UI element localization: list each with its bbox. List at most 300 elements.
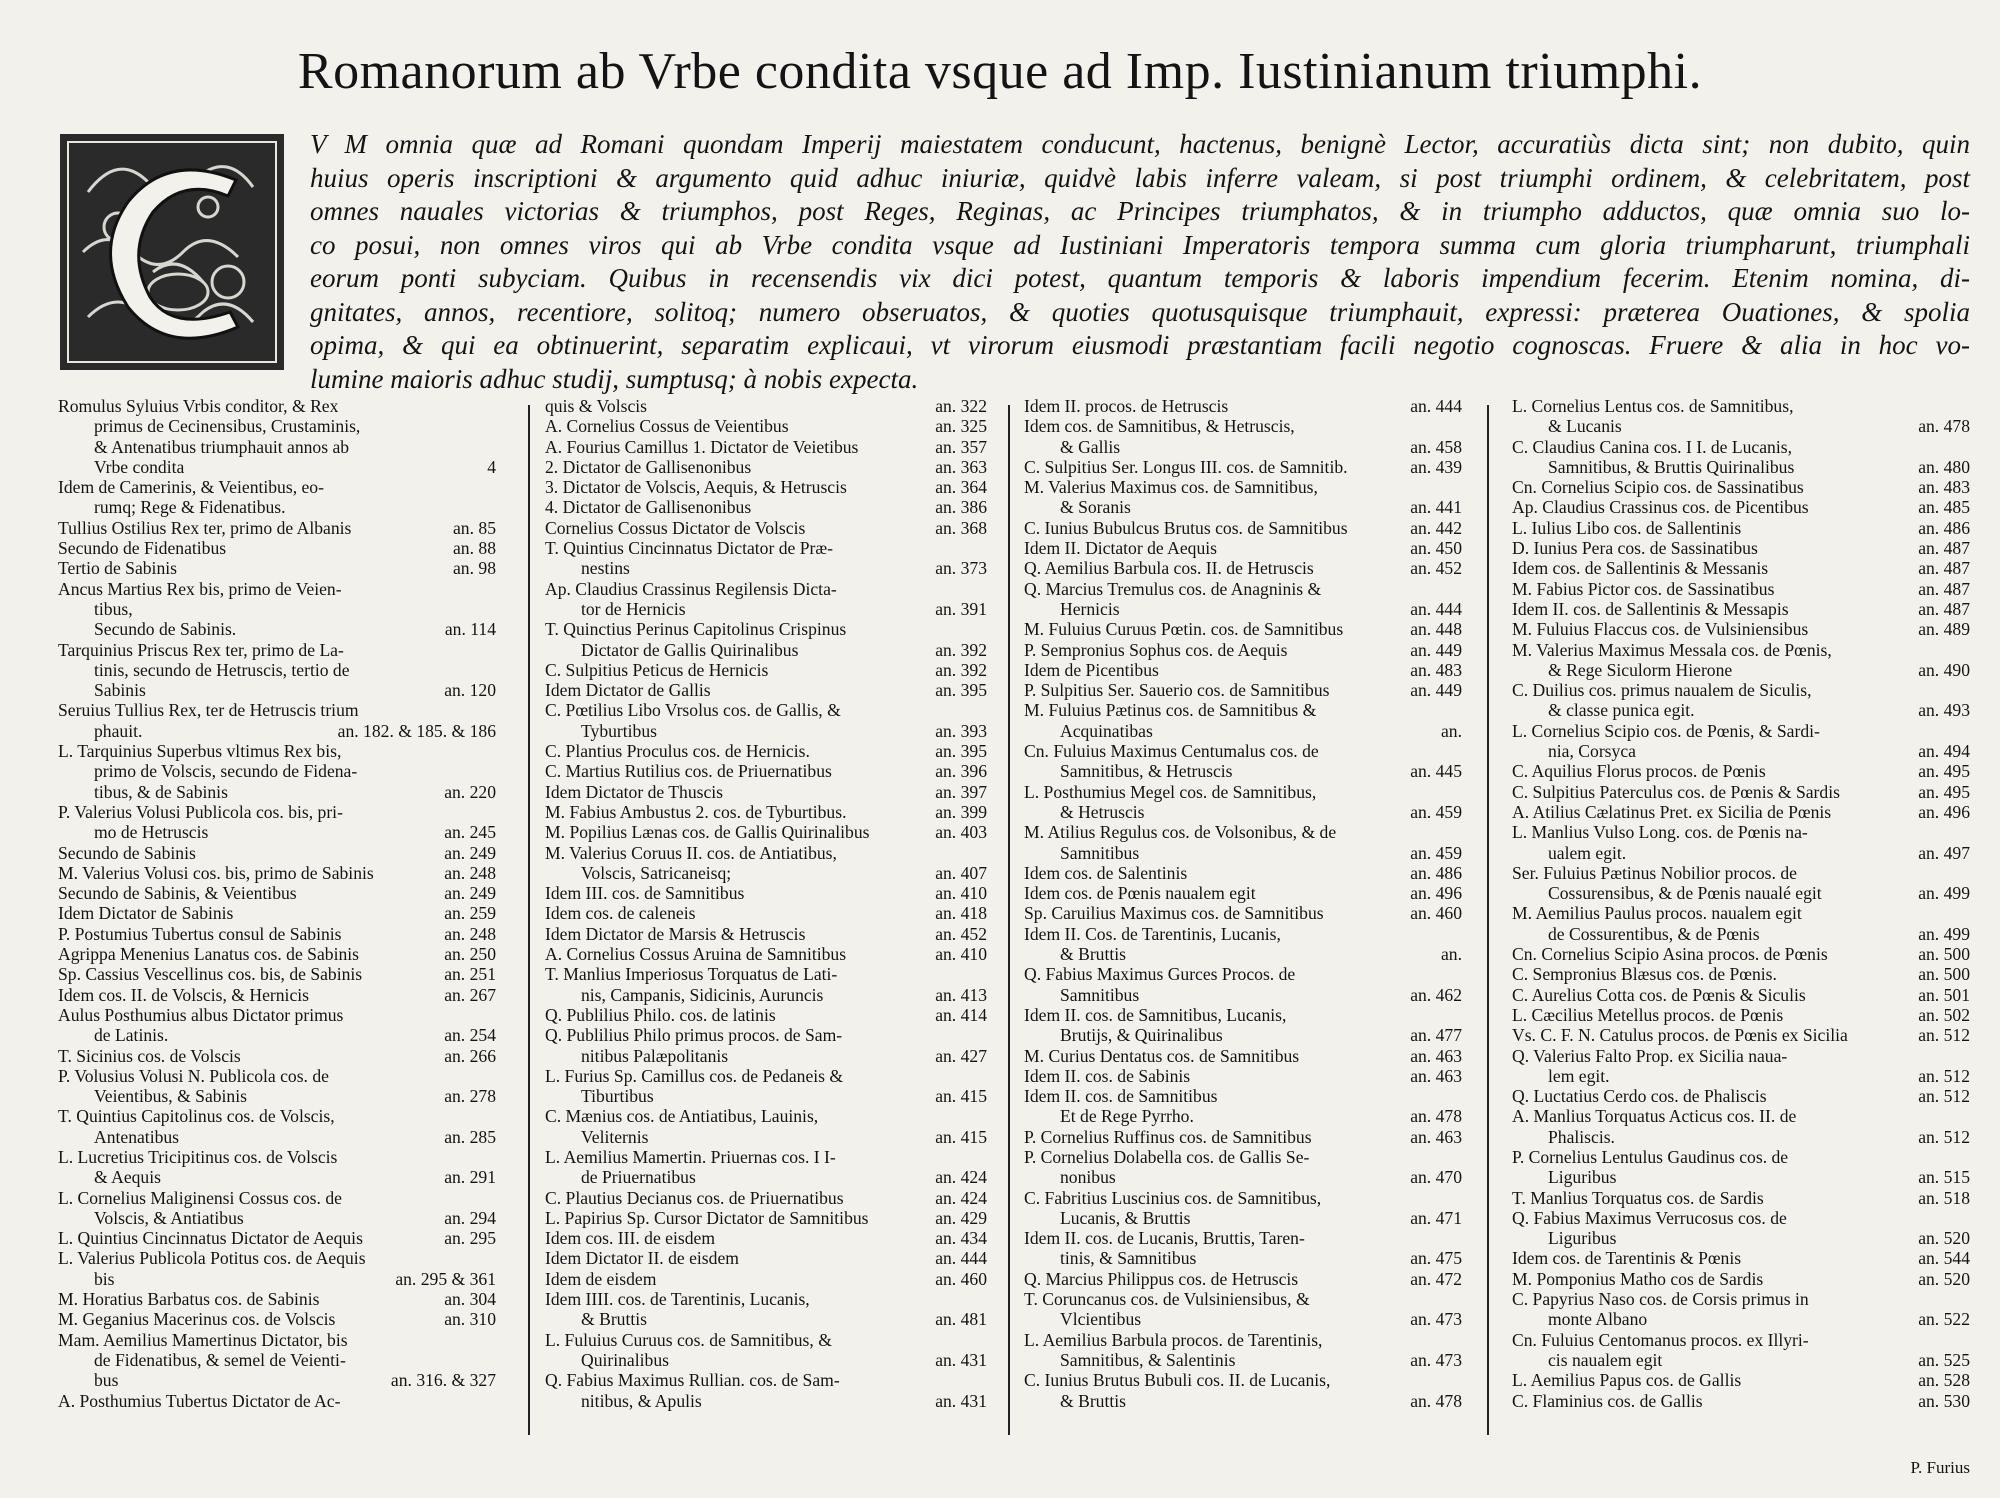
entry-text-line: Idem Dictator de Sabinis bbox=[58, 903, 234, 924]
triumph-entry bbox=[1512, 599, 1970, 619]
entry-text-line: Cornelius Cossus Dictator de Volscis bbox=[545, 517, 806, 538]
triumph-entry bbox=[545, 619, 987, 660]
entry-text-line: L. Quintius Cincinnatus Dictator de Aequis bbox=[58, 1228, 363, 1249]
triumph-entry bbox=[1024, 1370, 1462, 1411]
entry-text-line: tibus, & de Sabinis bbox=[94, 781, 228, 802]
entry-year: an. 391 bbox=[931, 599, 987, 619]
entry-year: an. 495 bbox=[1914, 782, 1970, 802]
triumph-entry bbox=[1024, 1188, 1462, 1229]
entry-text-line: Idem Dictator de Thuscis bbox=[545, 781, 724, 802]
entry-text-line: Sabinis bbox=[94, 680, 146, 701]
triumph-entry bbox=[58, 1391, 496, 1411]
entry-year: an. 441 bbox=[1406, 497, 1462, 517]
triumph-entry bbox=[58, 903, 496, 923]
entry-year: an. 525 bbox=[1914, 1350, 1970, 1370]
entry-year: an. 463 bbox=[1406, 1066, 1462, 1086]
entry-text-line: Idem cos. de Salentinis bbox=[1024, 862, 1188, 883]
entry-text-line: Phaliscis. bbox=[1548, 1126, 1615, 1147]
entry-year: an. 250 bbox=[440, 944, 496, 964]
entry-year: an. 462 bbox=[1406, 985, 1462, 1005]
entry-text-line: L. Lucretius Tricipitinus cos. de Volscis bbox=[58, 1146, 338, 1167]
entry-text-line: A. Cornelius Cossus Aruina de Samnitibus bbox=[545, 944, 847, 965]
triumph-entry bbox=[58, 1188, 496, 1229]
entry-text-line: C. Aurelius Cotta cos. de Pœnis & Siculis bbox=[1512, 984, 1806, 1005]
entry-text-line: cis naualem egit bbox=[1548, 1349, 1663, 1370]
entry-text-line: C. Flaminius cos. de Gallis bbox=[1512, 1390, 1703, 1411]
entry-text-line: de Cossurentibus, & de Pœnis bbox=[1548, 923, 1760, 944]
entry-text-line: Seruius Tullius Rex, ter de Hetruscis trium bbox=[58, 700, 359, 721]
triumph-entry bbox=[58, 802, 496, 843]
entry-text-line: Q. Valerius Falto Prop. ex Sicilia naua- bbox=[1512, 1045, 1788, 1066]
entry-text-line: C. Papyrius Naso cos. de Corsis primus in bbox=[1512, 1289, 1809, 1310]
triumph-entry bbox=[58, 883, 496, 903]
entry-year: an. 373 bbox=[931, 558, 987, 578]
entry-year: an. 429 bbox=[931, 1208, 987, 1228]
entry-year: an. 489 bbox=[1914, 619, 1970, 639]
entry-text-line: Vlcientibus bbox=[1060, 1309, 1142, 1330]
entry-text-line: Romulus Syluius Vrbis conditor, & Rex bbox=[58, 396, 339, 416]
entry-text-line: lem egit. bbox=[1548, 1065, 1610, 1086]
entry-year: an. 220 bbox=[440, 782, 496, 802]
entry-text-line: bus bbox=[94, 1370, 119, 1391]
entry-text-line: & Antenatibus triumphauit annos ab bbox=[94, 436, 350, 457]
entry-text-line: Vs. C. F. N. Catulus procos. de Pœnis ex Sicilia bbox=[1512, 1025, 1848, 1046]
entry-text-line: de Latinis. bbox=[94, 1025, 169, 1046]
triumph-entry bbox=[1024, 1127, 1462, 1147]
entry-year: an. 444 bbox=[1406, 599, 1462, 619]
entry-text-line: T. Sicinius cos. de Volscis bbox=[58, 1045, 241, 1066]
entry-text-line: & Bruttis bbox=[1060, 1390, 1126, 1411]
triumph-entry bbox=[58, 1309, 496, 1329]
triumph-entry bbox=[545, 396, 987, 416]
entry-year: an. 490 bbox=[1914, 660, 1970, 680]
entry-text-line: L. Cæcilius Metellus procos. de Pœnis bbox=[1512, 1004, 1784, 1025]
entry-text-line: Q. Fabius Maximus Verrucosus cos. de bbox=[1512, 1207, 1787, 1228]
entry-text-line: Cn. Cornelius Scipio cos. de Sassinatibus bbox=[1512, 477, 1804, 498]
entry-text-line: Cn. Cornelius Scipio Asina procos. de Pœnis bbox=[1512, 944, 1828, 965]
entry-text-line: bis bbox=[94, 1268, 115, 1289]
entry-text-line: Secundo de Fidenatibus bbox=[58, 538, 227, 559]
entry-year: an. 473 bbox=[1406, 1350, 1462, 1370]
entry-text-line: Liguribus bbox=[1548, 1228, 1617, 1249]
entry-text-line: T. Quintius Cincinnatus Dictator de Præ- bbox=[545, 538, 833, 559]
entry-text-line: M. Valerius Maximus cos. de Samnitibus, bbox=[1024, 477, 1318, 498]
triumph-entry bbox=[58, 863, 496, 883]
triumph-entry bbox=[545, 924, 987, 944]
triumph-column-3 bbox=[1024, 396, 1462, 1411]
triumph-entry bbox=[545, 1208, 987, 1228]
entry-text-line: P. Sulpitius Ser. Sauerio cos. de Samnitibus bbox=[1024, 680, 1330, 701]
triumph-entry bbox=[545, 1330, 987, 1371]
entry-text-line: Secundo de Sabinis, & Veientibus bbox=[58, 883, 297, 904]
entry-year: an. 249 bbox=[440, 883, 496, 903]
triumph-entry bbox=[1512, 1370, 1970, 1390]
entry-text-line: C. Plantius Proculus cos. de Hernicis. bbox=[545, 741, 810, 762]
triumph-entry bbox=[545, 700, 987, 741]
triumph-entry bbox=[58, 1005, 496, 1046]
entry-year: an. 363 bbox=[931, 457, 987, 477]
triumph-entry bbox=[58, 924, 496, 944]
triumph-entry bbox=[1024, 1330, 1462, 1371]
entry-text-line: Idem cos. de caleneis bbox=[545, 903, 696, 924]
entry-year: an. 266 bbox=[440, 1046, 496, 1066]
entry-year: an. 259 bbox=[440, 903, 496, 923]
entry-year: an. 478 bbox=[1406, 1106, 1462, 1126]
entry-year: an. 480 bbox=[1914, 457, 1970, 477]
entry-text-line: T. Quinctius Perinus Capitolinus Crispinus bbox=[545, 619, 847, 640]
triumph-entry bbox=[1024, 1086, 1462, 1127]
triumph-entry bbox=[58, 1106, 496, 1147]
entry-year: an. 386 bbox=[931, 497, 987, 517]
entry-year: an. 459 bbox=[1406, 843, 1462, 863]
triumph-entry bbox=[58, 985, 496, 1005]
intro-line: opima, & qui ea obtinuerint, separatim explicaui, vt virorum eiusmodi præstantiam facili negotio cognoscas. Fruere & alia in hoc vo- bbox=[310, 330, 1970, 360]
entry-year: an. 114 bbox=[441, 619, 496, 639]
column-rule bbox=[1008, 405, 1010, 1435]
triumph-entry bbox=[1024, 558, 1462, 578]
entry-text-line: Q. Marcius Tremulus cos. de Anagninis & bbox=[1024, 578, 1322, 599]
entry-year: an. 392 bbox=[931, 660, 987, 680]
triumph-entry bbox=[1024, 863, 1462, 883]
intro-line: huius operis inscriptioni & argumento quid adhuc iniuriæ, quidvè labis inferre valeam, si post triumphi ordinem, & celebritatem, post bbox=[310, 162, 1970, 193]
entry-text-line: Idem Dictator de Gallis bbox=[545, 680, 711, 701]
entry-year: an. 501 bbox=[1914, 985, 1970, 1005]
entry-text-line: M. Fuluius Flaccus cos. de Vulsiniensibus bbox=[1512, 619, 1809, 640]
triumph-entry bbox=[1512, 1046, 1970, 1087]
entry-text-line: C. Duilius cos. primus naualem de Siculis, bbox=[1512, 680, 1812, 701]
entry-year: an. 424 bbox=[931, 1167, 987, 1187]
entry-text-line: C. Pœtilius Libo Vrsolus cos. de Gallis, & bbox=[545, 700, 841, 721]
triumph-entry bbox=[58, 477, 496, 518]
entry-text-line: mo de Hetruscis bbox=[94, 822, 209, 843]
entry-text-line: A. Fourius Camillus 1. Dictator de Veietibus bbox=[545, 436, 859, 457]
entry-year: an. 463 bbox=[1406, 1046, 1462, 1066]
entry-year: an. 512 bbox=[1914, 1127, 1970, 1147]
entry-year: an. 544 bbox=[1914, 1248, 1970, 1268]
triumph-entry bbox=[58, 964, 496, 984]
entry-text-line: & Lucanis bbox=[1548, 416, 1622, 437]
triumph-entry bbox=[1024, 1147, 1462, 1188]
entry-text-line: L. Manlius Vulso Long. cos. de Pœnis na- bbox=[1512, 822, 1808, 843]
entry-year: an. 403 bbox=[931, 822, 987, 842]
entry-text-line: Veliternis bbox=[581, 1126, 649, 1147]
triumph-entry bbox=[545, 579, 987, 620]
entry-text-line: Vrbe condita bbox=[94, 456, 185, 477]
entry-year: an. 249 bbox=[440, 843, 496, 863]
entry-year: an. 450 bbox=[1406, 538, 1462, 558]
entry-text-line: nestins bbox=[581, 558, 630, 579]
entry-text-line: Idem de Camerinis, & Veientibus, eo- bbox=[58, 477, 324, 498]
entry-text-line: P. Valerius Volusi Publicola cos. bis, pri- bbox=[58, 801, 343, 822]
triumph-entry bbox=[1024, 660, 1462, 680]
entry-text-line: Q. Marcius Philippus cos. de Hetruscis bbox=[1024, 1268, 1299, 1289]
triumph-entry bbox=[1024, 1228, 1462, 1269]
entry-year: an. 444 bbox=[1406, 396, 1462, 416]
intro-line: lumine maioris adhuc studij, sumptusq; à nobis expecta. bbox=[310, 363, 919, 394]
triumph-entry bbox=[1512, 964, 1970, 984]
entry-year: an. 364 bbox=[931, 477, 987, 497]
entry-text-line: & Bruttis bbox=[581, 1309, 647, 1330]
entry-text-line: T. Quintius Capitolinus cos. de Volscis, bbox=[58, 1106, 335, 1127]
entry-text-line: L. Cornelius Lentus cos. de Samnitibus, bbox=[1512, 396, 1794, 416]
triumph-entry bbox=[1024, 924, 1462, 965]
entry-text-line: P. Cornelius Lentulus Gaudinus cos. de bbox=[1512, 1146, 1789, 1167]
entry-text-line: P. Postumius Tubertus consul de Sabinis bbox=[58, 923, 342, 944]
triumph-entry bbox=[1512, 558, 1970, 578]
entry-text-line: M. Valerius Maximus Messala cos. de Pœnis, bbox=[1512, 639, 1832, 660]
entry-text-line: L. Posthumius Megel cos. de Samnitibus, bbox=[1024, 781, 1317, 802]
entry-text-line: Brutijs, & Quirinalibus bbox=[1060, 1025, 1223, 1046]
entry-text-line: Secundo de Sabinis bbox=[58, 842, 196, 863]
triumph-entry bbox=[1512, 1147, 1970, 1188]
entry-text-line: phauit. bbox=[94, 720, 143, 741]
triumph-entry bbox=[1024, 1269, 1462, 1289]
entry-text-line: Dictator de Gallis Quirinalibus bbox=[581, 639, 799, 660]
entry-year: an. 294 bbox=[440, 1208, 496, 1228]
triumph-entry bbox=[1512, 1025, 1970, 1045]
entry-text-line: Idem de eisdem bbox=[545, 1268, 657, 1289]
entry-year: an. 448 bbox=[1406, 619, 1462, 639]
triumph-entry bbox=[545, 1005, 987, 1025]
entry-year: an. 459 bbox=[1406, 802, 1462, 822]
triumph-entry bbox=[545, 1289, 987, 1330]
triumph-entry bbox=[545, 1066, 987, 1107]
entry-text-line: Veientibus, & Sabinis bbox=[94, 1086, 247, 1107]
entry-year: an. 393 bbox=[931, 721, 987, 741]
entry-year: an. 483 bbox=[1914, 477, 1970, 497]
entry-year: an. 310 bbox=[440, 1309, 496, 1329]
triumph-entry bbox=[1512, 1005, 1970, 1025]
triumph-entry bbox=[1024, 640, 1462, 660]
entry-year: an. 515 bbox=[1914, 1167, 1970, 1187]
entry-year: 4 bbox=[483, 457, 496, 477]
entry-year: an. 316. & 327 bbox=[387, 1370, 496, 1390]
entry-year: an. 486 bbox=[1914, 518, 1970, 538]
entry-year: an. 88 bbox=[449, 538, 496, 558]
entry-text-line: & Bruttis bbox=[1060, 944, 1126, 965]
triumph-entry bbox=[1024, 457, 1462, 477]
triumph-entry bbox=[1512, 985, 1970, 1005]
triumph-entry bbox=[545, 822, 987, 842]
triumph-entry bbox=[1512, 518, 1970, 538]
entry-text-line: L. Cornelius Scipio cos. de Pœnis, & Sardi- bbox=[1512, 720, 1820, 741]
entry-year: an. 395 bbox=[931, 741, 987, 761]
entry-text-line: M. Aemilius Paulus procos. naualem egit bbox=[1512, 903, 1802, 924]
entry-text-line: A. Posthumius Tubertus Dictator de Ac- bbox=[58, 1390, 341, 1411]
entry-year: an. 427 bbox=[931, 1046, 987, 1066]
entry-year: an. 487 bbox=[1914, 538, 1970, 558]
entry-text-line: Samnitibus bbox=[1060, 984, 1140, 1005]
entry-text-line: L. Cornelius Maliginensi Cossus cos. de bbox=[58, 1187, 342, 1208]
triumph-entry bbox=[545, 477, 987, 497]
triumph-entry bbox=[1512, 822, 1970, 863]
entry-year: an. 442 bbox=[1406, 518, 1462, 538]
triumph-entry bbox=[1512, 1188, 1970, 1208]
triumph-entry bbox=[1024, 782, 1462, 823]
entry-year: an. 85 bbox=[449, 518, 496, 538]
triumph-entry bbox=[545, 761, 987, 781]
triumph-entry bbox=[1024, 903, 1462, 923]
triumph-entry bbox=[545, 457, 987, 477]
entry-year: an. 98 bbox=[449, 558, 496, 578]
entry-text-line: Samnitibus bbox=[1060, 842, 1140, 863]
triumph-entry bbox=[545, 437, 987, 457]
triumph-entry bbox=[545, 1228, 987, 1248]
entry-year: an. 486 bbox=[1406, 863, 1462, 883]
entry-year: an. 483 bbox=[1406, 660, 1462, 680]
entry-text-line: Samnitibus, & Bruttis Quirinalibus bbox=[1548, 456, 1795, 477]
triumph-entry bbox=[58, 1289, 496, 1309]
entry-text-line: M. Valerius Volusi cos. bis, primo de Sabinis bbox=[58, 862, 374, 883]
entry-text-line: L. Tarquinius Superbus vltimus Rex bis, bbox=[58, 741, 342, 762]
entry-text-line: M. Pomponius Matho cos de Sardis bbox=[1512, 1268, 1764, 1289]
triumph-entry bbox=[1024, 964, 1462, 1005]
entry-text-line: tibus, bbox=[94, 598, 133, 619]
entry-text-line: M. Curius Dentatus cos. de Samnitibus bbox=[1024, 1045, 1300, 1066]
triumph-entry bbox=[1512, 1086, 1970, 1106]
triumph-entry bbox=[58, 579, 496, 640]
entry-text-line: Q. Publilius Philo primus procos. de Sam- bbox=[545, 1025, 843, 1046]
entry-text-line: T. Manlius Torquatus cos. de Sardis bbox=[1512, 1187, 1764, 1208]
triumph-entry bbox=[545, 680, 987, 700]
entry-text-line: M. Popilius Lænas cos. de Gallis Quirinalibus bbox=[545, 822, 870, 843]
entry-text-line: Tiburtibus bbox=[581, 1086, 654, 1107]
triumph-entry bbox=[1512, 1330, 1970, 1371]
triumph-entry bbox=[1512, 863, 1970, 904]
entry-year: an. 518 bbox=[1914, 1188, 1970, 1208]
entry-text-line: Volscis, & Antiatibus bbox=[94, 1207, 244, 1228]
triumph-column-1 bbox=[58, 396, 496, 1411]
entry-year: an. 487 bbox=[1914, 558, 1970, 578]
triumph-entry bbox=[545, 416, 987, 436]
entry-year: an. 471 bbox=[1406, 1208, 1462, 1228]
entry-text-line: C. Plautius Decianus cos. de Priuernatibus bbox=[545, 1187, 844, 1208]
entry-text-line: C. Sulpitius Peticus de Hernicis bbox=[545, 659, 769, 680]
entry-year: an. 248 bbox=[440, 863, 496, 883]
entry-text-line: M. Valerius Coruus II. cos. de Antiatibus, bbox=[545, 842, 837, 863]
entry-text-line: 3. Dictator de Volscis, Aequis, & Hetruscis bbox=[545, 477, 847, 498]
entry-year: an. 395 bbox=[931, 680, 987, 700]
entry-year: an. 285 bbox=[440, 1127, 496, 1147]
intro-line: V M omnia quæ ad Romani quondam Imperij maiestatem conducunt, hactenus, benignè Lector, accuratiùs dicta sint; non dubito, quin bbox=[310, 129, 1970, 159]
triumph-entry bbox=[58, 1147, 496, 1188]
entry-year: an. 463 bbox=[1406, 1127, 1462, 1147]
entry-text-line: Tullius Ostilius Rex ter, primo de Albanis bbox=[58, 517, 352, 538]
entry-text-line: Aulus Posthumius albus Dictator primus bbox=[58, 1004, 344, 1025]
intro-line: gnitates, annos, recentiore, solitoq; numero obseruatos, & quoties quotusquisque triumphauit, expressi: præterea Ouationes, & spolia bbox=[310, 296, 1970, 327]
entry-text-line: M. Fabius Ambustus 2. cos. de Tyburtibus. bbox=[545, 801, 847, 822]
entry-text-line: Idem II. procos. de Hetruscis bbox=[1024, 396, 1229, 416]
triumph-entry bbox=[1024, 1046, 1462, 1066]
entry-year: an. 410 bbox=[931, 883, 987, 903]
entry-text-line: P. Sempronius Sophus cos. de Aequis bbox=[1024, 639, 1288, 660]
entry-text-line: T. Coruncanus cos. de Vulsiniensibus, & bbox=[1024, 1289, 1310, 1310]
entry-year: an. 399 bbox=[931, 802, 987, 822]
entry-text-line: Agrippa Menenius Lanatus cos. de Sabinis bbox=[58, 944, 359, 965]
entry-text-line: Idem II. cos. de Samnitibus bbox=[1024, 1086, 1218, 1107]
triumph-entry bbox=[58, 843, 496, 863]
entry-text-line: 4. Dictator de Gallisenonibus bbox=[545, 497, 752, 518]
entry-text-line: A. Manlius Torquatus Acticus cos. II. de bbox=[1512, 1106, 1797, 1127]
triumph-entry bbox=[545, 1248, 987, 1268]
triumph-entry bbox=[1512, 680, 1970, 721]
triumph-column-4 bbox=[1512, 396, 1970, 1411]
triumph-entry bbox=[1512, 761, 1970, 781]
entry-text-line: & Hetruscis bbox=[1060, 801, 1145, 822]
triumph-entry bbox=[1024, 396, 1462, 416]
intro-line: co posui, non omnes viros qui ab Vrbe condita vsque ad Iustiniani Imperatoris tempora summa cum gloria triumpharunt, triumphali bbox=[310, 229, 1970, 260]
entry-text-line: nis, Campanis, Sidicinis, Auruncis bbox=[581, 984, 824, 1005]
entry-text-line: Volscis, Satricaneisq; bbox=[581, 862, 732, 883]
entry-text-line: Cossurensibus, & de Pœnis naualé egit bbox=[1548, 883, 1822, 904]
entry-text-line: Idem cos. de Samnitibus, & Hetruscis, bbox=[1024, 416, 1295, 437]
entry-year: an. 460 bbox=[1406, 903, 1462, 923]
entry-year: an. 481 bbox=[931, 1309, 987, 1329]
entry-text-line: quis & Volscis bbox=[545, 396, 648, 416]
triumph-entry bbox=[545, 843, 987, 884]
entry-text-line: M. Geganius Macerinus cos. de Volscis bbox=[58, 1309, 336, 1330]
entry-year: an. 396 bbox=[931, 761, 987, 781]
triumph-entry bbox=[58, 396, 496, 477]
entry-text-line: M. Horatius Barbatus cos. de Sabinis bbox=[58, 1289, 320, 1310]
entry-year: an. 452 bbox=[1406, 558, 1462, 578]
entry-text-line: Lucanis, & Bruttis bbox=[1060, 1207, 1191, 1228]
entry-year: an. 397 bbox=[931, 782, 987, 802]
entry-text-line: Tertio de Sabinis bbox=[58, 558, 177, 579]
entry-year: an. 470 bbox=[1406, 1167, 1462, 1187]
triumph-entry bbox=[1512, 1248, 1970, 1268]
entry-text-line: C. Mænius cos. de Antiatibus, Lauinis, bbox=[545, 1106, 819, 1127]
entry-year: an. 368 bbox=[931, 518, 987, 538]
entry-text-line: Idem Dictator de Marsis & Hetruscis bbox=[545, 923, 806, 944]
entry-year: an. 497 bbox=[1914, 843, 1970, 863]
triumph-entry bbox=[545, 1147, 987, 1188]
entry-text-line: Ser. Fuluius Pætinus Nobilior procos. de bbox=[1512, 862, 1797, 883]
triumph-entry bbox=[58, 944, 496, 964]
triumph-entry bbox=[545, 883, 987, 903]
entry-year: an. 251 bbox=[440, 964, 496, 984]
entry-text-line: P. Volusius Volusi N. Publicola cos. de bbox=[58, 1065, 329, 1086]
triumph-entry bbox=[1512, 1391, 1970, 1411]
triumph-entry bbox=[545, 1188, 987, 1208]
triumph-entry bbox=[1512, 802, 1970, 822]
triumph-entry bbox=[1512, 721, 1970, 762]
entry-year: an. 449 bbox=[1406, 640, 1462, 660]
entry-text-line: Sp. Caruilius Maximus cos. de Samnitibus bbox=[1024, 903, 1324, 924]
entry-text-line: Idem II. cos. de Sallentinis & Messapis bbox=[1512, 598, 1789, 619]
entry-text-line: & Rege Siculorm Hierone bbox=[1548, 659, 1733, 680]
entry-year: an. 487 bbox=[1914, 579, 1970, 599]
intro-paragraph bbox=[310, 128, 1970, 396]
entry-year: an. 120 bbox=[440, 680, 496, 700]
entry-text-line: rumq; Rege & Fidenatibus. bbox=[94, 497, 286, 518]
entry-text-line: Idem II. cos. de Lucanis, Bruttis, Taren- bbox=[1024, 1228, 1305, 1249]
entry-text-line: Mam. Aemilius Mamertinus Dictator, bis bbox=[58, 1329, 348, 1350]
entry-text-line: tor de Hernicis bbox=[581, 598, 686, 619]
entry-text-line: Acquinatibas bbox=[1060, 720, 1153, 741]
entry-year: an. 434 bbox=[931, 1228, 987, 1248]
entry-text-line: L. Papirius Sp. Cursor Dictator de Samnitibus bbox=[545, 1207, 869, 1228]
entry-year: an. 439 bbox=[1406, 457, 1462, 477]
entry-year: an. 431 bbox=[931, 1350, 987, 1370]
entry-text-line: tinis, & Samnitibus bbox=[1060, 1248, 1197, 1269]
entry-year: an. 478 bbox=[1914, 416, 1970, 436]
entry-year: an. 530 bbox=[1914, 1391, 1970, 1411]
entry-text-line: M. Fabius Pictor cos. de Sassinatibus bbox=[1512, 578, 1775, 599]
entry-text-line: L. Aemilius Papus cos. de Gallis bbox=[1512, 1370, 1742, 1391]
entry-text-line: C. Martius Rutilius cos. de Priuernatibus bbox=[545, 761, 832, 782]
entry-year: an. 473 bbox=[1406, 1309, 1462, 1329]
